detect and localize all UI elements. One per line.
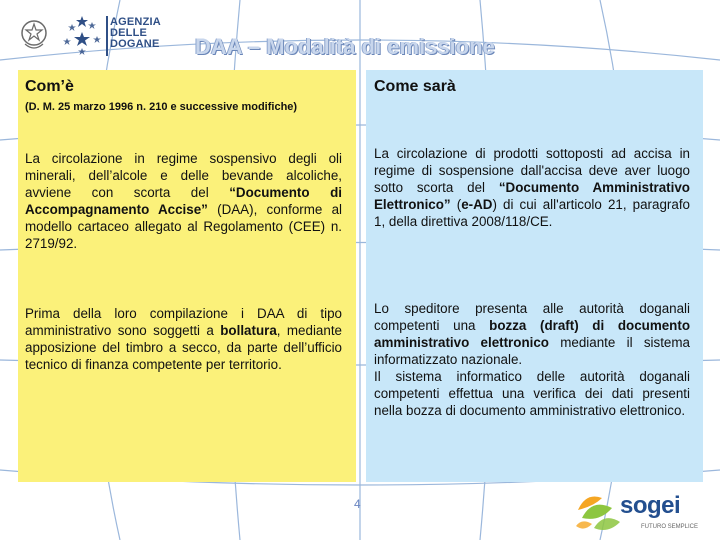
right-p1-text: La circolazione di prodotti sottoposti ad accisa in regime di sospensione dall'accisa deve aver luogo sotto scorta del	[374, 146, 690, 195]
left-column-heading: Com’è	[25, 78, 74, 95]
right-p1-bold: “Documento Amministrativo Elettronico”	[374, 180, 690, 212]
header	[0, 0, 720, 70]
sogei-wordmark: sogei	[620, 492, 681, 519]
left-p2-text-end: , mediante apposizione del timbro a secco, da parte dell’ufficio tecnico di finanza competente per territorio.	[25, 323, 342, 372]
right-p1-text-mid: (	[450, 197, 462, 212]
left-p2-bold: bollatura	[220, 323, 277, 338]
left-column-panel	[18, 70, 356, 482]
slide-title: DAA – Modalità di emissione	[195, 34, 495, 59]
agency-name-line-1: AGENZIA	[110, 16, 161, 28]
left-p1-text-end: (DAA), conforme al modello cartaceo allegato al Regolamento (CEE) n. 2719/92.	[25, 202, 342, 251]
page-number: 4	[354, 497, 361, 511]
left-p1-text: La circolazione in regime sospensivo degli oli minerali, dell’alcole e delle bevande alcoliche, avviene con scorta del	[25, 151, 342, 200]
left-paragraph-current-procedure	[25, 150, 342, 252]
legal-reference-subheading: (D. M. 25 marzo 1996 n. 210 e successive modifiche)	[25, 101, 298, 113]
left-paragraph-stamping	[25, 305, 342, 373]
right-paragraph-draft-submission	[374, 300, 690, 419]
agency-name	[110, 17, 180, 50]
right-paragraph-future-procedure	[374, 145, 690, 230]
right-p2-text-end: mediante il sistema informatizzato nazionale.	[374, 335, 690, 367]
left-p1-bold: “Documento di Accompagnamento Accise”	[25, 185, 342, 217]
right-p2-bold: bozza (draft) di documento amministrativo elettronico	[374, 318, 690, 350]
right-column-heading: Come sarà	[374, 78, 456, 95]
right-p3-text: Il sistema informatico delle autorità doganali competenti effettua una verifica dei dati presenti nella bozza di documento amministrativo elettronico.	[374, 369, 690, 418]
agency-name-line-3: DOGANE	[110, 38, 160, 50]
italian-republic-emblem-icon	[20, 18, 48, 52]
right-p1-text-end: ) di cui all'articolo 21, paragrafo 1, della direttiva 2008/118/CE.	[374, 197, 690, 229]
sogei-tagline: FUTURO SEMPLICE	[641, 524, 699, 530]
right-p2-text: Lo speditore presenta alle autorità doganali competenti una	[374, 301, 690, 333]
left-p2-text: Prima della loro compilazione i DAA di tipo amministrativo sono soggetti a	[25, 306, 342, 338]
agency-name-line-2: DELLE	[110, 27, 148, 39]
right-p1-bold-ead: e-AD	[461, 197, 493, 212]
right-column-panel	[366, 70, 703, 482]
